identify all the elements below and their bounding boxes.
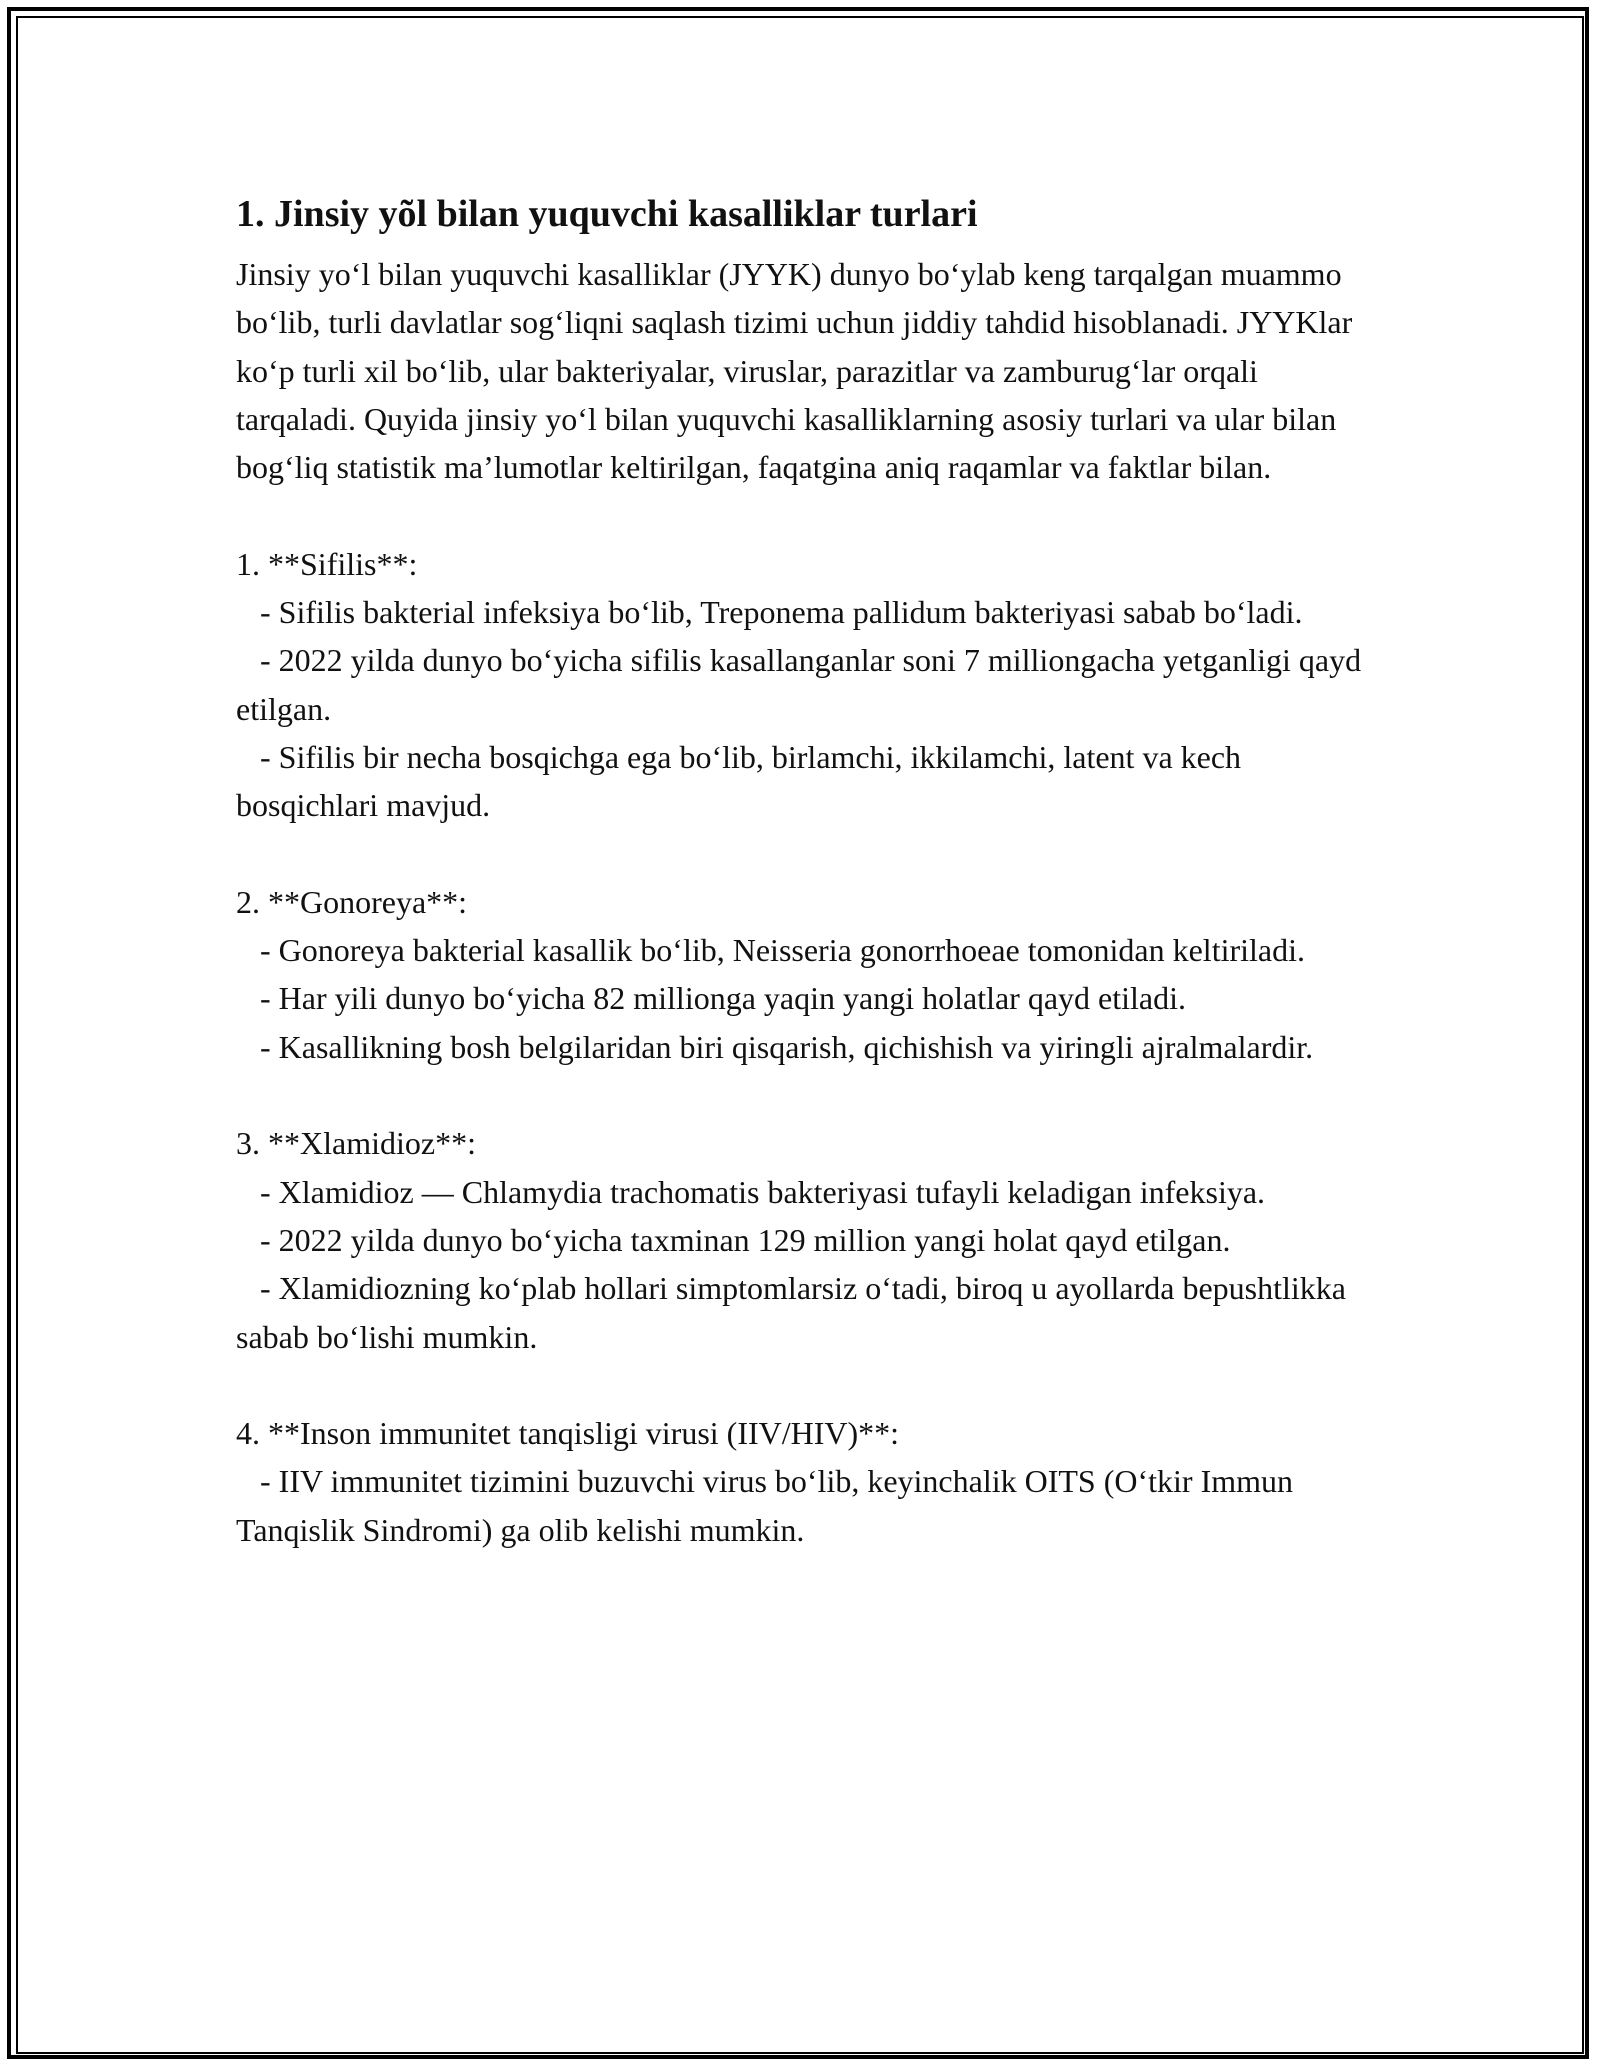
section-bullet: - IIV immunitet tizimini buzuvchi virus bo‘lib, keyinchalik OITS (O‘tkir Immun Tanqislik Sindromi) ga olib kelishi mumkin. xyxy=(236,1463,1301,1548)
section-bullet: - 2022 yilda dunyo bo‘yicha taxminan 129 million yangi holat qayd etilgan. xyxy=(236,1221,1231,1258)
intro-paragraph: Jinsiy yo‘l bilan yuquvchi kasalliklar (JYYK) dunyo bo‘ylab keng tarqalgan muammo bo‘lib, turli davlatlar sog‘liqni saqlash tizimi uchun jiddiy tahdid hisoblanadi. JYYKlar ko‘p turli xil bo‘lib, ular bakteriyalar, viruslar, parazitlar va zamburug‘lar orqali tarqaladi. Quyida jinsiy yo‘l bilan yuquvchi kasalliklarning asosiy turlari va ular bilan bog‘liq statistik ma’lumotlar keltirilgan, faqatgina aniq raqamlar va faktlar bilan. xyxy=(236,256,1353,486)
section-heading: 1. **Sifilis**: xyxy=(236,545,418,582)
section-heading: 3. **Xlamidioz**: xyxy=(236,1125,476,1162)
section-1 xyxy=(236,540,1376,830)
section-bullet: - Xlamidiozning ko‘plab hollari simptomlarsiz o‘tadi, biroq u ayollarda bepushtlikka sabab bo‘lishi mumkin. xyxy=(236,1270,1354,1355)
section-heading: 4. **Inson immunitet tanqisligi virusi (IIV/HIV)**: xyxy=(236,1415,900,1452)
section-bullet: - Xlamidioz — Chlamydia trachomatis bakteriyasi tufayli keladigan infeksiya. xyxy=(236,1173,1266,1210)
section-bullet: - Sifilis bir necha bosqichga ega bo‘lib, birlamchi, ikkilamchi, latent va kech bosqichlari mavjud. xyxy=(236,738,1250,824)
section-bullet: - Kasallikning bosh belgilaridan biri qisqarish, qichishish va yiringli ajralmalardir. xyxy=(236,1028,1314,1065)
section-2 xyxy=(236,878,1376,1071)
section-bullet: - 2022 yilda dunyo bo‘yicha sifilis kasallanganlar soni 7 milliongacha yetganligi qayd etilgan. xyxy=(236,642,1370,727)
document-title: 1. Jinsiy yõl bilan yuquvchi kasalliklar turlari xyxy=(236,193,978,235)
section-bullet: - Sifilis bakterial infeksiya bo‘lib, Treponema pallidum bakteriyasi sabab bo‘ladi. xyxy=(236,594,1303,631)
document-body xyxy=(236,186,1376,1554)
section-heading: 2. **Gonoreya**: xyxy=(236,883,468,920)
section-bullet: - Gonoreya bakterial kasallik bo‘lib, Neisseria gonorrhoeae tomonidan keltiriladi. xyxy=(236,932,1305,969)
sections-container xyxy=(236,540,1376,1554)
section-bullet: - Har yili dunyo bo‘yicha 82 millionga yaqin yangi holatlar qayd etiladi. xyxy=(236,980,1186,1017)
section-3 xyxy=(236,1119,1376,1360)
section-4 xyxy=(236,1409,1376,1554)
